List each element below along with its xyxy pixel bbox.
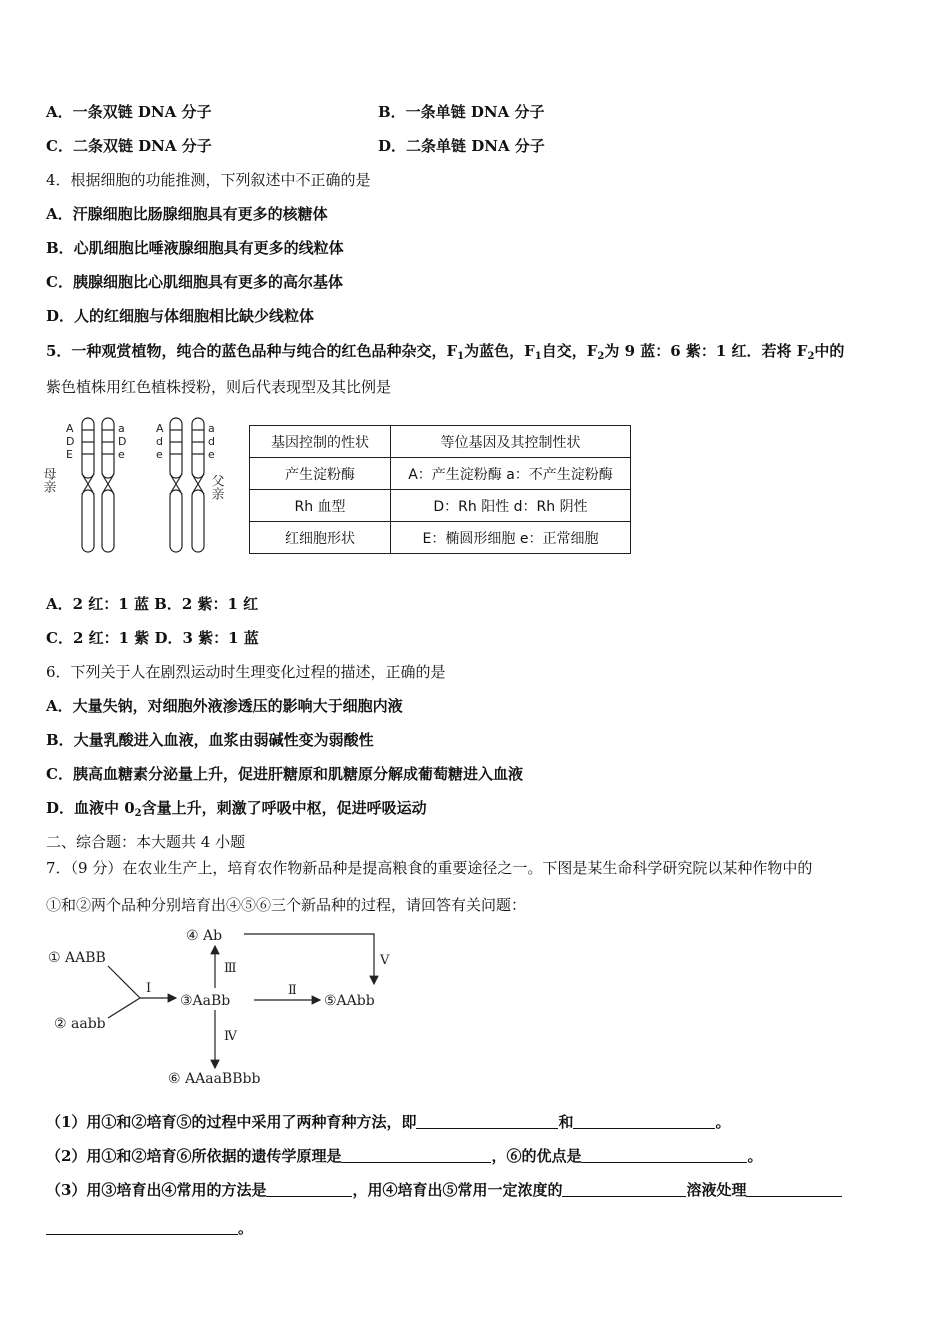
q5-stem-line2: 紫色植株用红色植株授粉，则后代表现型及其比例是 (46, 378, 392, 396)
answer-blank[interactable] (581, 1148, 747, 1163)
q3-option-c: C．二条双链 DNA 分子 (46, 137, 212, 155)
label-I: I (146, 981, 152, 996)
label-III: Ⅲ (224, 961, 237, 976)
q4-option-a: A．汗腺细胞比肠腺细胞具有更多的核糖体 (46, 205, 328, 223)
section-heading: 二、综合题：本大题共 4 小题 (46, 833, 246, 851)
answer-blank[interactable] (266, 1182, 352, 1197)
q7-sub2: （2）用①和②培育⑥所依据的遗传学原理是 ，⑥的优点是 。 (46, 1147, 763, 1165)
allele-label: a (118, 422, 125, 435)
mother-chromosome-1-upper (82, 418, 94, 478)
allele-label: a (208, 422, 215, 435)
table-cell: 产生淀粉酶 (250, 458, 391, 490)
q6-option-d: D．血液中 $0_2$含量上升，刺激了呼吸中枢，促进呼吸运动 (46, 799, 427, 819)
q5-stem-part: 5．一种观赏植物，纯合的蓝色品种与纯合的红色品种杂交， (46, 342, 447, 360)
q3-option-d: D．二条单链 DNA 分子 (378, 137, 545, 155)
q7-sub3: （3）用③培育出④常用的方法是 ，用④培育出⑤常用一定浓度的 溶液处理 (46, 1180, 842, 1200)
q7-stem-line2: ①和②两个品种分别培育出④⑤⑥三个新品种的过程，请回答有关问题： (46, 896, 527, 914)
allele-label: D (118, 435, 127, 448)
table-cell: 红细胞形状 (250, 522, 391, 554)
table-row (250, 490, 631, 522)
father-chromosome-1-lower (170, 490, 182, 552)
mother-chromosome-2-upper (102, 418, 114, 478)
node-5: ⑤AAbb (324, 993, 375, 1009)
node-2: ② aabb (54, 1016, 106, 1032)
label-II: Ⅱ (288, 983, 297, 998)
cross-line-2 (108, 998, 140, 1018)
q7-sub3-continued: 。 (46, 1218, 253, 1238)
q7-stem-line1: 7．（9 分）在农业生产上，培育农作物新品种是提高粮食的重要途径之一。下图是某生命科学研究院以某种作物中的 (46, 859, 813, 877)
mother-label: 母亲 (40, 467, 56, 493)
q3-option-a: A．一条双链 DNA 分子 (46, 103, 212, 121)
q5-options-line2: C．2 红：1 紫 D．3 紫：1 蓝 (46, 629, 259, 647)
table-cell: E：椭圆形细胞 e：正常细胞 (391, 522, 631, 554)
allele-label: e (208, 448, 215, 461)
table-row (250, 426, 631, 458)
q4-option-c: C．胰腺细胞比心肌细胞具有更多的高尔基体 (46, 273, 343, 291)
table-header-cell: 基因控制的性状 (250, 426, 391, 458)
q3-option-b: B．一条单链 DNA 分子 (378, 103, 545, 121)
q6-option-c: C．胰高血糖素分泌量上升，促进肝糖原和肌糖原分解成葡萄糖进入血液 (46, 765, 523, 783)
gene-trait-table (249, 425, 631, 554)
q6-option-a: A．大量失钠，对细胞外液渗透压的影响大于细胞内液 (46, 697, 403, 715)
q7-sub1: （1）用①和②培育⑤的过程中采用了两种育种方法，即 和 。 (46, 1113, 731, 1131)
node-3: ③AaBb (180, 993, 231, 1009)
allele-label: E (66, 448, 73, 461)
father-chromosome-1-upper (170, 418, 182, 478)
q5-options-line1: A．2 红：1 蓝 B．2 紫：1 红 (46, 595, 259, 613)
q6-stem: 6．下列关于人在剧烈运动时生理变化过程的描述，正确的是 (46, 663, 446, 681)
father-chromosome-2-upper (192, 418, 204, 478)
label-IV: Ⅳ (224, 1029, 237, 1044)
father-label: 父亲 (208, 474, 224, 500)
node-6: ⑥ AAaaBBbb (168, 1071, 261, 1087)
table-row (250, 522, 631, 554)
q5-stem: 5．一种观赏植物，纯合的蓝色品种与纯合的红色品种杂交，$F_1$为蓝色，$F_1$自交，$F_2$为 9 蓝：6 紫：1 红．若将 $F_2$中的 (46, 342, 845, 362)
node-1: ① AABB (48, 950, 106, 966)
answer-blank[interactable] (746, 1182, 842, 1197)
q4-stem: 4．根据细胞的功能推测，下列叙述中不正确的是 (46, 171, 371, 189)
father-chromosome-2-lower (192, 490, 204, 552)
allele-label: e (118, 448, 125, 461)
allele-label: A (156, 422, 164, 435)
q6-option-b: B．大量乳酸进入血液，血浆由弱碱性变为弱酸性 (46, 731, 374, 749)
allele-label: e (156, 448, 163, 461)
allele-label: D (66, 435, 75, 448)
q4-option-d: D．人的红细胞与体细胞相比缺少线粒体 (46, 307, 315, 325)
table-cell: Rh 血型 (250, 490, 391, 522)
answer-blank[interactable] (573, 1114, 715, 1129)
table-cell: A：产生淀粉酶 a：不产生淀粉酶 (391, 458, 631, 490)
mother-chromosome-2-lower (102, 490, 114, 552)
cross-line-1 (108, 966, 140, 998)
label-V: V (380, 953, 390, 968)
arrow-V (244, 934, 374, 984)
mother-chromosome-1-lower (82, 490, 94, 552)
allele-label: d (156, 435, 163, 448)
node-4: ④ Ab (186, 928, 223, 944)
breeding-diagram (44, 922, 424, 1092)
q4-option-b: B．心肌细胞比唾液腺细胞具有更多的线粒体 (46, 239, 344, 257)
allele-label: d (208, 435, 215, 448)
table-cell: D：Rh 阳性 d：Rh 阴性 (391, 490, 631, 522)
table-row (250, 458, 631, 490)
table-header-cell: 等位基因及其控制性状 (391, 426, 631, 458)
answer-blank[interactable] (341, 1148, 491, 1163)
allele-label: A (66, 422, 74, 435)
answer-blank[interactable] (46, 1220, 238, 1235)
answer-blank[interactable] (562, 1182, 686, 1197)
answer-blank[interactable] (416, 1114, 558, 1129)
chromosome-figure (40, 412, 244, 562)
